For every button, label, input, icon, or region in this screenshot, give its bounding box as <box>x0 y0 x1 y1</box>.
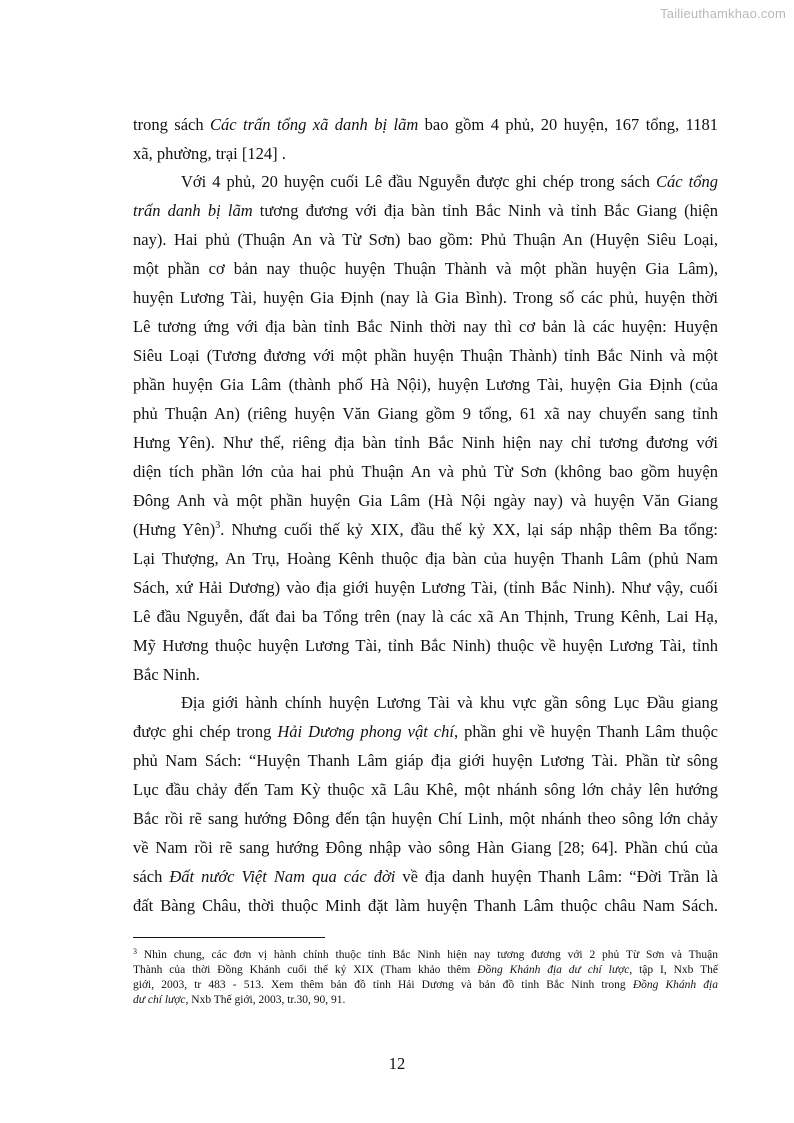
body-line: Lục đầu chảy đến Tam Kỳ thuộc xã Lâu Khê, một nhánh sông lớn chảy lên hướng <box>133 780 718 799</box>
body-line: về Nam rồi rẽ sang hướng Đông nhập vào sông Hàn Giang [28; 64]. Phần chú của <box>133 838 718 857</box>
body-line: Lê tương ứng với địa bàn tỉnh Bắc Ninh thời nay thì cơ bản là các huyện: Huyện <box>133 317 718 336</box>
body-line: Đông Anh và một phần huyện Gia Lâm (Hà Nội ngày nay) và huyện Văn Giang <box>133 491 718 510</box>
body-line: sách Đất nước Việt Nam qua các đời về địa danh huyện Thanh Lâm: “Đời Trần là <box>133 867 719 886</box>
footnote-line: giới, 2003, tr 483 - 513. Xem thêm bản đồ tỉnh Hải Dương và bản đồ tỉnh Bắc Ninh trong Đồng Khánh địa <box>133 979 718 991</box>
body-line: Bắc Ninh. <box>133 665 200 684</box>
body-line: Bắc rồi rẽ sang hướng Đông đến tận huyện Chí Linh, một nhánh theo sông lớn chảy <box>133 809 718 828</box>
body-line: Sách, xứ Hải Dương) vào địa giới huyện Lương Tài, (tỉnh Bắc Ninh). Như vậy, cuối <box>133 578 718 597</box>
body-line: trong sách Các trấn tổng xã danh bị lãm bao gồm 4 phủ, 20 huyện, 167 tổng, 1181 <box>133 115 718 134</box>
footnote-line: dư chí lược, Nxb Thế giới, 2003, tr.30, 90, 91. <box>133 994 346 1006</box>
body-line: xã, phường, trại [124] . <box>133 144 286 163</box>
body-line: phần huyện Gia Lâm (thành phố Hà Nội), huyện Lương Tài, huyện Gia Định (của <box>133 375 718 394</box>
body-line: phủ Nam Sách: “Huyện Thanh Lâm giáp địa giới huyện Lương Tài. Phần từ sông <box>133 751 718 770</box>
footnote-divider <box>133 937 325 938</box>
body-line: một phần cơ bản nay thuộc huyện Thuận Thành và một phần huyện Gia Lâm), <box>133 259 718 278</box>
footnote-line: $^3$ Nhìn chung, các đơn vị hành chính thuộc tỉnh Bắc Ninh hiện nay tương đương với 2 phủ Từ Sơn và Thuận <box>133 947 718 961</box>
watermark: Tailieuthamkhao.com <box>660 6 786 21</box>
body-line: diện tích phần lớn của hai phủ Thuận An và phủ Từ Sơn (không bao gồm huyện <box>133 462 718 481</box>
body-line: Mỹ Hương thuộc huyện Lương Tài, tỉnh Bắc Ninh) thuộc về huyện Lương Tài, tỉnh <box>133 636 718 655</box>
body-line: nay). Hai phủ (Thuận An và Từ Sơn) bao gồm: Phủ Thuận An (Huyện Siêu Loại, <box>133 230 718 249</box>
body-line: phủ Thuận An) (riêng huyện Văn Giang gồm 9 tổng, 61 xã nay chuyển sang tỉnh <box>133 404 718 423</box>
body-line: huyện Lương Tài, huyện Gia Định (nay là Gia Bình). Trong số các phủ, huyện thời <box>133 288 718 307</box>
body-line: Với 4 phủ, 20 huyện cuối Lê đầu Nguyễn được ghi chép trong sách Các tổng <box>181 172 718 191</box>
footnote-ref: 3 <box>215 520 221 531</box>
body-line: trấn danh bị lãm tương đương với địa bàn tỉnh Bắc Ninh và tỉnh Bắc Giang (hiện <box>133 201 718 220</box>
body-line: được ghi chép trong Hải Dương phong vật chí, phần ghi về huyện Thanh Lâm thuộc <box>133 722 718 741</box>
footnote-line: Thành của thời Đồng Khánh cuối thế kỷ XIX (Tham khảo thêm Đồng Khánh địa dư chí lược, tập I, Nxb Thế <box>133 964 718 976</box>
body-line: Lê đầu Nguyễn, đất đai ba Tổng trên (nay là các xã An Thịnh, Trung Kênh, Lai Hạ, <box>133 607 718 626</box>
body-line: Hưng Yên). Như thế, riêng địa bàn tỉnh Bắc Ninh hiện nay chỉ tương đương với <box>133 433 718 452</box>
page-number: 12 <box>388 1054 406 1073</box>
body-line: đất Bàng Châu, thời thuộc Minh đặt làm huyện Thanh Lâm thuộc châu Nam Sách. <box>133 896 718 915</box>
body-line: Siêu Loại (Tương đương với một phần huyện Thuận Thành) tỉnh Bắc Ninh và một <box>133 346 718 365</box>
body-line: (Hưng Yên)$^3$. Nhưng cuối thế kỷ XIX, đầu thế kỷ XX, lại sáp nhập thêm Ba tổng: <box>133 520 718 539</box>
body-line: Địa giới hành chính huyện Lương Tài và khu vực gần sông Lục Đầu giang <box>181 693 718 712</box>
body-line: Lại Thượng, An Trụ, Hoàng Kênh thuộc địa bàn của huyện Thanh Lâm (phủ Nam <box>133 549 718 568</box>
